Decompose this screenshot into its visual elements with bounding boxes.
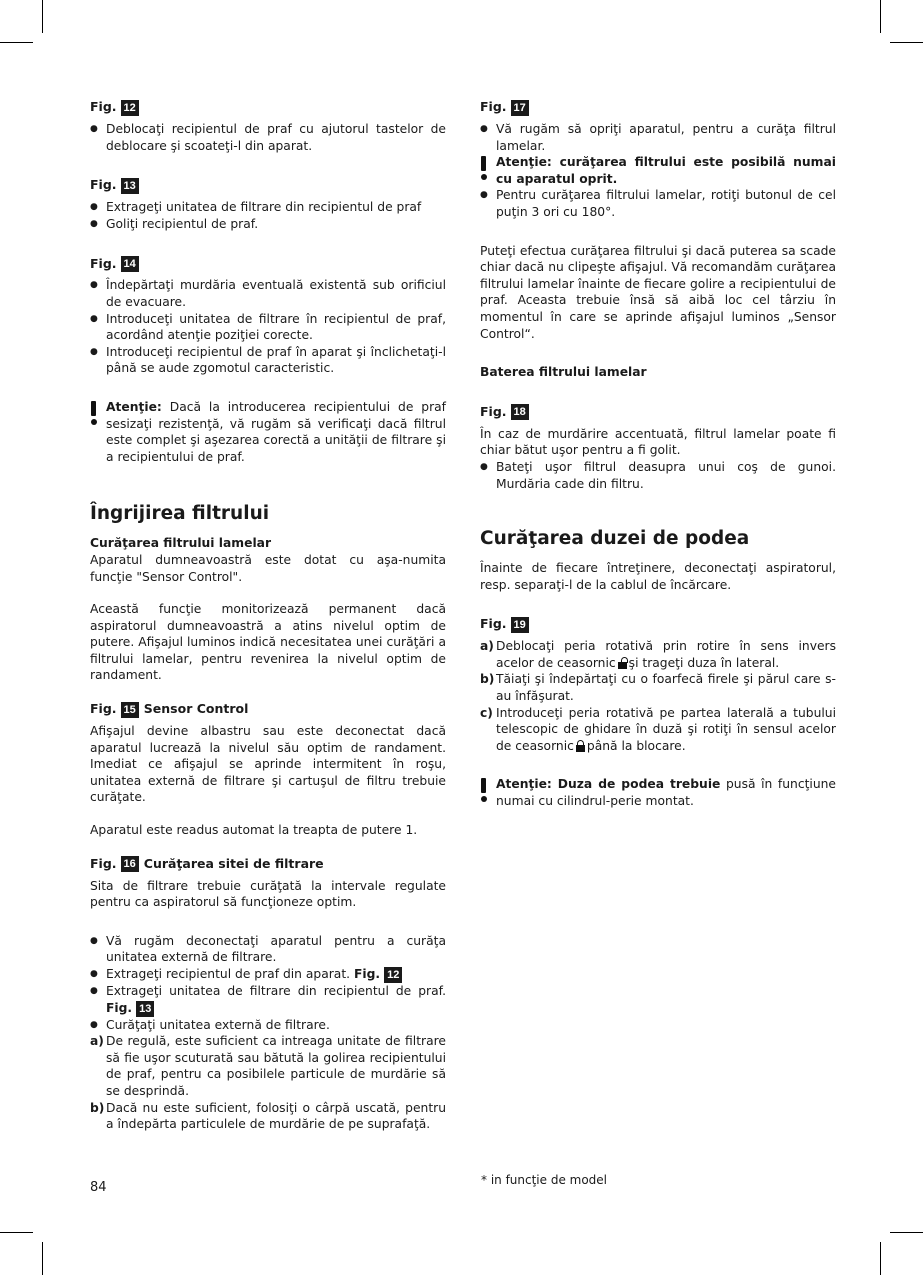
right-column [480, 98, 836, 810]
lettered-item: b) Tăiaţi şi îndepărtaţi cu o foarfecă firele şi părul care s-au înfăşurat. [480, 672, 836, 704]
list-item: ● Deblocaţi recipientul de praf cu ajutorul tastelor de deblocare şi scoateţi-l din aparat. [90, 121, 446, 154]
paragraph: Afişajul devine albastru sau este deconectat dacă aparatul lucrează la nivelul său optim de randament. Imediat ce afişajul se aprinde intermitent în roşu, unitatea externă de filtrare şi cartuşul de filtru trebuie curăţate. [90, 724, 446, 805]
fig-number-badge: 16 [121, 856, 139, 872]
section-heading: Curăţarea duzei de podea [480, 528, 750, 550]
footnote: * in funcţie de model [481, 1173, 608, 1187]
bullet-list [480, 459, 836, 492]
exclamation-icon [90, 401, 98, 427]
crop-mark [0, 1232, 33, 1233]
bullet-list [90, 933, 446, 1033]
list-item: ● Extrageţi unitatea de filtrare din recipientul de praf [90, 199, 446, 216]
fig-17-label: Fig. 17 [480, 98, 836, 117]
list-item: ● Îndepărtaţi murdăria eventuală existentă sub orificiul de evacuare. [90, 277, 446, 310]
fig-16-label: Fig. 16 Curăţarea sitei de filtrare [90, 855, 324, 871]
fig-12-label: Fig. 12 [90, 98, 446, 117]
paragraph: Puteţi efectua curăţarea filtrului şi dacă puterea sa scade chiar dacă nu clipeşte afişajul. Vă recomandăm curăţarea filtrului lamelar înainte de fiecare golire a recipientului de praf. Aceasta trebuie însă să aibă loc cel târziu în momentul în care se aprinde afişajul luminos „Sensor Control“. [480, 243, 836, 341]
lettered-item: a) De regulă, este suficient ca intreaga unitate de filtrare să fie uşor scuturată sau bătută la golirea recipientului de praf, pentru ca posibilele particule de murdărie să se desprindă. [90, 1034, 446, 1098]
fig-number-badge: 13 [121, 178, 139, 194]
list-item: ● Bateţi uşor filtrul deasupra unui coş de gunoi. Murdăria cade din filtru. [480, 459, 836, 492]
paragraph: Această funcţie monitorizează permanent dacă aspiratorul dumneavoastră a atins nivelul optim de putere. Afişajul luminos indică necesitatea unei curăţări a filtrului lamelar, pentru revenirea la nivelul optim de randament. [90, 602, 446, 683]
fig-number-badge: 12 [121, 100, 139, 116]
crop-mark [42, 1242, 43, 1275]
unlock-icon [618, 657, 627, 669]
bullet-list [90, 121, 446, 154]
fig-14-label: Fig. 14 [90, 254, 446, 273]
bullet-list [90, 277, 446, 377]
paragraph: Înainte de fiecare întreţinere, deconectaţi aspiratorul, resp. separaţi-l de la cablul de încărcare. [480, 561, 836, 592]
bullet-list [480, 187, 836, 220]
fig-19-label: Fig. 19 [480, 615, 836, 634]
list-item: ● Vă rugăm să opriţi aparatul, pentru a curăţa filtrul lamelar. [480, 121, 836, 154]
exclamation-icon [480, 156, 488, 182]
fig-13-label: Fig. 13 [90, 176, 446, 195]
warning-note: Atenţie: Duza de podea trebuie pusă în funcţiune numai cu cilindrul-perie montat. [480, 776, 836, 809]
lettered-item: c) Introduceţi peria rotativă pe partea laterală a tubului telescopic de ghidare în duză şi rotiţi în sensul acelor de ceasornic până la blocare. [480, 705, 836, 753]
list-item: ● Extrageţi unitatea de filtrare din recipientul de praf. Fig. 13 [90, 983, 446, 1017]
warning-note: Atenţie: curăţarea filtrului este posibilă numai cu aparatul oprit. [480, 154, 836, 187]
list-item: ● Extrageţi recipientul de praf din aparat. Fig. 12 [90, 966, 446, 983]
fig-number-badge: 14 [121, 256, 139, 272]
exclamation-icon [480, 778, 488, 804]
list-item: ● Introduceţi recipientul de praf în aparat şi înclichetaţi-l până se aude zgomotul caracteristic. [90, 344, 446, 377]
list-item: ● Introduceţi unitatea de filtrare în recipientul de praf, acordând atenţie poziţiei corecte. [90, 311, 446, 344]
page-number: 84 [90, 1180, 107, 1195]
section-heading: Îngrijirea filtrului [90, 503, 270, 525]
fig-number-badge: 17 [511, 100, 529, 116]
crop-mark [42, 0, 43, 33]
crop-mark [890, 42, 923, 43]
paragraph: Aparatul dumneavoastră este dotat cu aşa-numita funcţie "Sensor Control". [90, 552, 446, 584]
bullet-list [90, 199, 446, 232]
list-item: ● Pentru curăţarea filtrului lamelar, rotiţi butonul de cel puţin 3 ori cu 180°. [480, 187, 836, 220]
lettered-item: b) Dacă nu este suficient, folosiţi o cârpă uscată, pentru a îndepărta particulele de murdărie de pe suprafaţă. [90, 1100, 446, 1132]
lock-icon [576, 740, 585, 752]
crop-mark [880, 0, 881, 33]
lettered-item: a) Deblocaţi peria rotativă prin rotire în sens invers acelor de ceasornic şi trageţi duza în lateral. [480, 639, 836, 670]
subheading: Baterea filtrului lamelar [480, 365, 647, 380]
paragraph: Sita de filtrare trebuie curăţată la intervale regulate pentru ca aspiratorul să funcţioneze optim. [90, 878, 446, 910]
fig-number-badge: 19 [511, 617, 529, 633]
list-item: ● Curăţaţi unitatea externă de filtrare. [90, 1017, 446, 1034]
fig-15-label: Fig. 15 Sensor Control [90, 701, 249, 717]
fig-number-badge: 13 [136, 1001, 154, 1017]
crop-mark [880, 1242, 881, 1275]
crop-mark [890, 1232, 923, 1233]
list-item: ● Vă rugăm deconectaţi aparatul pentru a curăţa unitatea externă de filtrare. [90, 933, 446, 966]
fig-number-badge: 15 [121, 702, 139, 718]
list-item: ● Goliţi recipientul de praf. [90, 216, 446, 233]
fig-number-badge: 12 [384, 967, 402, 983]
subheading: Curăţarea filtrului lamelar [90, 536, 272, 551]
left-column [90, 98, 446, 1133]
warning-note: Atenţie: Dacă la introducerea recipientului de praf sesizaţi rezistenţă, vă rugăm să verificaţi dacă filtrul este complet şi aşezarea corectă a unităţii de filtrare şi a recipientului de praf. [90, 399, 446, 465]
crop-mark [0, 42, 33, 43]
paragraph: În caz de murdărire accentuată, filtrul lamelar poate fi chiar bătut uşor pentru a fi golit. [480, 426, 836, 458]
paragraph: Aparatul este readus automat la treapta de putere 1. [90, 823, 418, 838]
bullet-list [480, 121, 836, 154]
fig-number-badge: 18 [511, 404, 529, 420]
fig-18-label: Fig. 18 [480, 403, 836, 422]
